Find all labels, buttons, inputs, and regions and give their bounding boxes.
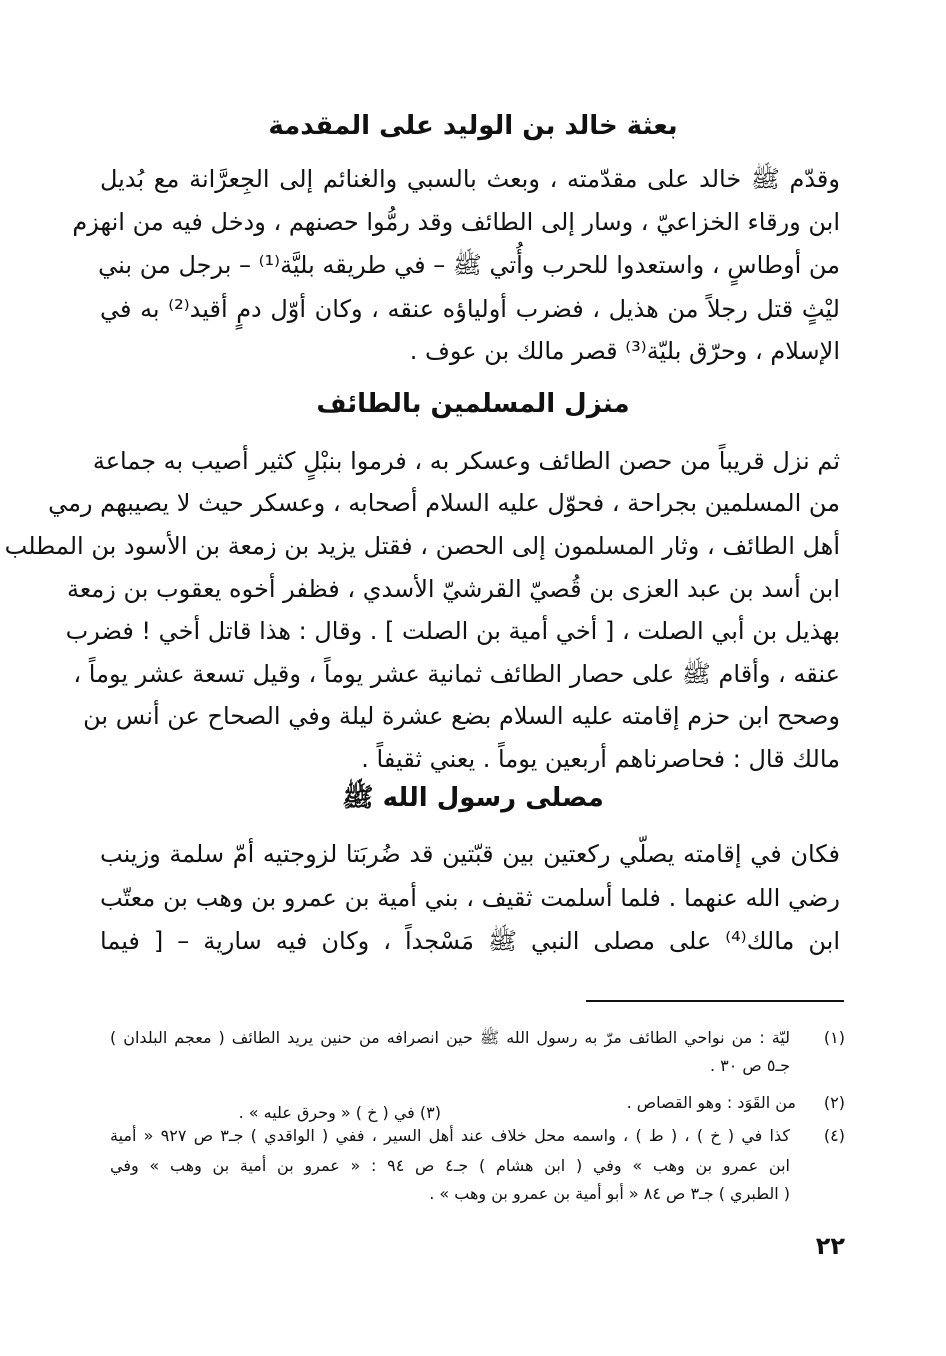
- paragraph-3-line-1: فكان في إقامته يصلّي ركعتين بين قبّتين قد ضُربَتا لزوجتيه أمّ سلمة وزينب: [100, 840, 840, 868]
- paragraph-2-line-1: ثم نزل قريباً من حصن الطائف وعسكر به ، فرموا بنبْلٍ كثير أصيب به جماعة: [92, 447, 840, 475]
- footnote-3-text: (٣) في ( خ ) « وحرق عليه » .: [238, 1103, 441, 1122]
- footnote-1-number: (١): [823, 1028, 845, 1047]
- paragraph-2-line-3: أهل الطائف ، وثار المسلمون إلى الحصن ، فقتل يزيد بن زمعة بن الأسود بن المطلب: [4, 532, 840, 560]
- footnote-2-text: من القَوَد : وهو القصاص .: [626, 1093, 796, 1112]
- paragraph-3-line-2: رضي الله عنهما . فلما أسلمت ثقيف ، بني أمية بن عمرو بن وهب بن معتّب: [100, 884, 840, 912]
- page-number: ٢٢: [815, 1232, 845, 1260]
- paragraph-2-line-6: عنقه ، وأقام ﷺ على حصار الطائف ثمانية عشر يوماً ، وقيل تسعة عشر يوماً ،: [73, 660, 840, 688]
- paragraph-2-line-5: بهذيل بن أبي الصلت ، [ أخي أمية بن الصلت ] . وقال : هذا قاتل أخي ! فضرب: [65, 617, 840, 645]
- footnote-1-line-2: جـ٥ ص ٣٠ .: [709, 1056, 790, 1075]
- paragraph-2-line-4: ابن أسد بن عبد العزى بن قُصيّ القرشيّ الأسدي ، فظفر أخوه يعقوب بن زمعة: [66, 575, 840, 603]
- footnote-4-line-1: كذا في ( خ ) ، ( ط ) ، واسمه محل خلاف عند أهل السير ، ففي ( الواقدي ) جـ٣ ص ٩٢٧ « أمية: [110, 1126, 791, 1145]
- paragraph-1-line-5: الإسلام ، وحرّق بليّة⁽³⁾ قصر مالك بن عوف .: [409, 337, 840, 365]
- paragraph-1-line-3: من أوطاسٍ ، واستعدوا للحرب وأُتي ﷺ – في طريقه بليَّة⁽¹⁾ – برجل من بني: [98, 251, 840, 279]
- footnote-4-line-2: ابن عمرو بن وهب » وفي ( ابن هشام ) جـ٤ ص ٩٤ : « عمرو بن أمية بن وهب » وفي: [110, 1156, 790, 1175]
- paragraph-3-line-3: ابن مالك⁽⁴⁾ على مصلى النبي ﷺ مَسْجداً ، وكان فيه سارية – [ فيما: [100, 927, 840, 955]
- footnote-divider: [586, 1000, 844, 1002]
- section-heading-prophet-prayer-place: مصلى رسول الله ﷺ: [342, 783, 604, 813]
- footnote-2-number: (٢): [823, 1093, 845, 1112]
- paragraph-1-line-1: وقدّم ﷺ خالد على مقدّمته ، وبعث بالسبي والغنائم إلى الجِعرَّانة مع بُديل: [100, 165, 840, 193]
- footnote-4-number: (٤): [823, 1126, 845, 1145]
- paragraph-1-line-4: ليْثٍ قتل رجلاً من هذيل ، فضرب أولياؤه عنقه ، وكان أوّل دمٍ أقيد⁽²⁾ به في: [100, 295, 840, 323]
- paragraph-2-line-7: وصحح ابن حزم إقامته عليه السلام بضع عشرة ليلة وفي الصحاح عن أنس بن: [83, 702, 840, 730]
- section-heading-muslims-at-taif: منزل المسلمين بالطائف: [316, 389, 630, 419]
- paragraph-2-line-8: مالك قال : فحاصرناهم أربعين يوماً . يعني ثقيفاً .: [361, 745, 840, 773]
- paragraph-1-line-2: ابن ورقاء الخزاعيّ ، وسار إلى الطائف وقد رمُّوا حصنهم ، ودخل فيه من انهزم: [72, 208, 840, 236]
- section-heading-khalid-vanguard: بعثة خالد بن الوليد على المقدمة: [268, 111, 678, 141]
- paragraph-2-line-2: من المسلمين بجراحة ، فحوّل عليه السلام أصحابه ، وعسكر حيث لا يصيبهم رمي: [48, 489, 840, 517]
- footnote-1-line-1: ليّة : من نواحي الطائف مرّ به رسول الله ﷺ حين انصرافه من حنين يريد الطائف ( معجم البلدان ): [110, 1028, 790, 1047]
- footnote-4-line-3: ( الطبري ) جـ٣ ص ٨٤ « أبو أمية بن عمرو بن وهب » .: [429, 1184, 790, 1203]
